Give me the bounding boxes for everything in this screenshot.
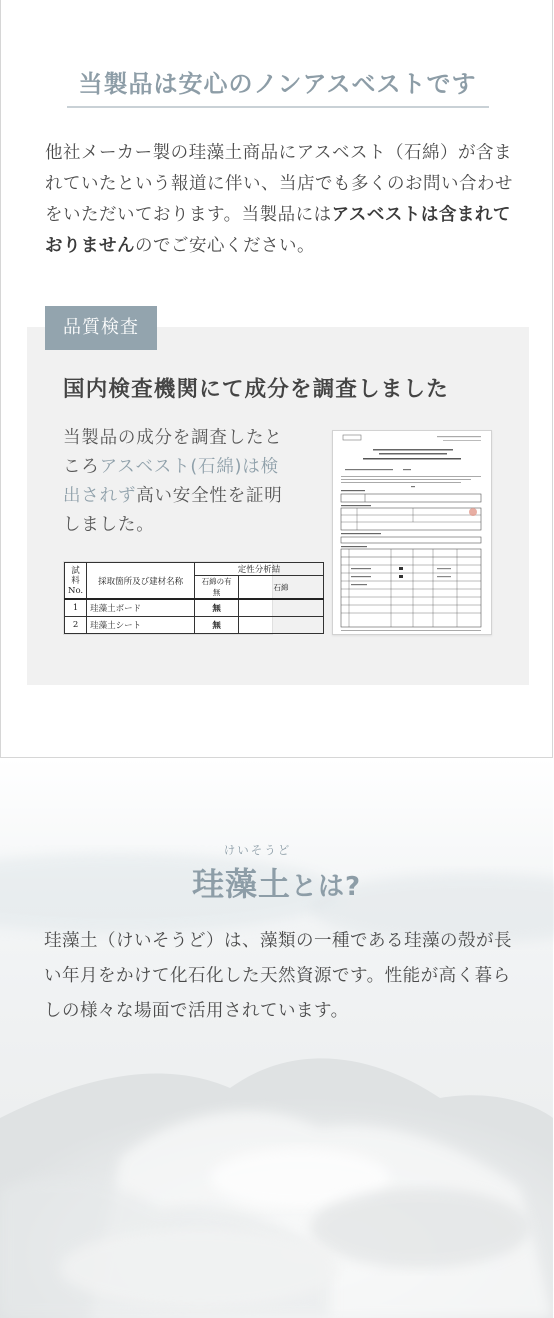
inspection-body-highlight: アスベスト(石綿)は検出されず xyxy=(63,457,279,506)
section-heading: 当製品は安心のノンアスベストです xyxy=(78,70,477,98)
row-no: 2 xyxy=(65,616,87,633)
intro-text-part2: のでご安心ください。 xyxy=(135,236,315,256)
row-name: 珪藻土シート xyxy=(87,616,195,633)
diatomite-heading-main: 珪藻土 xyxy=(191,865,291,903)
row-result: 無 xyxy=(195,616,239,633)
intro-text-part1: 他社メーカー製の珪藻土商品にアスベスト（石綿）が含まれていたという報道に伴い、当店でも多くのお問い合わせをいただいております。当製品には xyxy=(45,143,513,225)
table-header-kind: 石綿 xyxy=(239,576,324,600)
heading-ruby: けいそうど xyxy=(223,843,292,857)
result-table-excerpt xyxy=(63,561,289,635)
quality-inspection-tag: 品質検査 xyxy=(45,306,157,350)
inspection-body-part1: 当製品の成分を調査したところ xyxy=(63,428,283,477)
diatomite-section xyxy=(0,758,553,1318)
intro-text xyxy=(45,138,515,262)
diatomite-description: 珪藻土（けいそうど）は、藻類の一種である珪藻の殻が長い年月をかけて化石化した天然資源です。性能が高く暮らしの様々な場面で活用されています。 xyxy=(44,931,512,1021)
result-table xyxy=(64,562,324,634)
table-row xyxy=(65,616,324,633)
row-name: 珪藻土ボード xyxy=(87,599,195,616)
diatomite-heading-suffix: とは? xyxy=(290,872,362,902)
table-header-analysis: 定性分析結 xyxy=(195,563,324,576)
table-header-asbestos: 石綿の有無 xyxy=(195,576,239,600)
table-header-no: 試料No. xyxy=(65,563,87,600)
intro-text-bold: アスベストは含まれておりません xyxy=(45,205,511,256)
report-document-image xyxy=(333,431,491,634)
inspection-body xyxy=(63,424,293,540)
table-row xyxy=(65,599,324,616)
diatomite-heading xyxy=(0,859,553,905)
heading-underline xyxy=(67,106,489,108)
row-no: 1 xyxy=(65,599,87,616)
table-header-name: 採取箇所及び建材名称 xyxy=(87,563,195,600)
inspection-report-thumbnail xyxy=(332,430,492,635)
inspection-heading: 国内検査機関にて成分を調査しました xyxy=(63,377,449,402)
inspection-body-part2: 高い安全性を証明しました。 xyxy=(63,486,283,535)
row-result: 無 xyxy=(195,599,239,616)
